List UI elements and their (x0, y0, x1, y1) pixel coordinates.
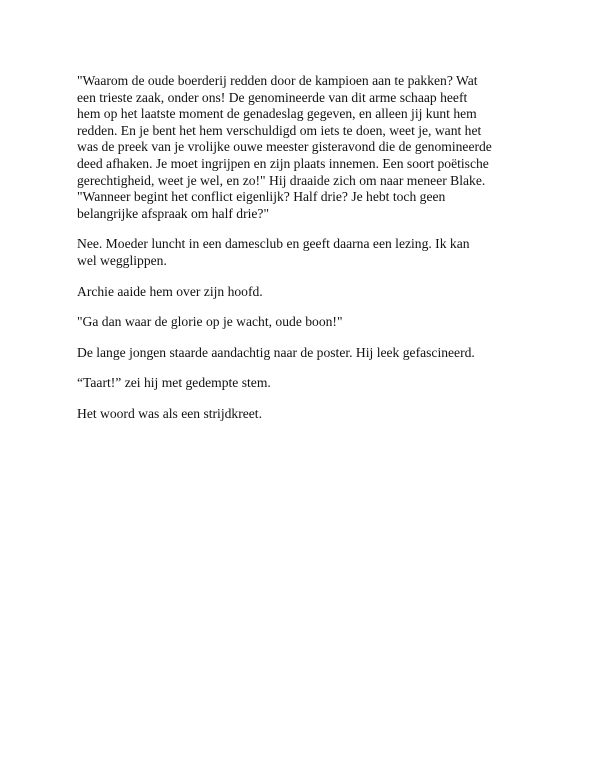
paragraph-3: Archie aaide hem over zijn hoofd. (77, 283, 263, 299)
paragraph-2: Nee. Moeder luncht in een damesclub en geeft daarna een lezing. Ik kan wel wegglippen. (77, 236, 470, 268)
paragraph-7: Het woord was als een strijdkreet. (77, 405, 262, 421)
body-text (77, 73, 532, 437)
paragraph-1: "Waarom de oude boerderij redden door de kampioen aan te pakken? Wat een trieste zaak, onder ons! De genomineerde van dit arme schaap heeft hem op het laatste moment de genadeslag gegeven, en alleen jij kunt hem redden. En je bent het hem verschuldigd om iets te doen, weet je, want het was de preek van je vrolijke ouwe meester gisteravond die de genomineerde deed afhaken. Je moet ingrijpen en zijn plaats innemen. Een soort poëtische gerechtigheid, weet je wel, en zo!" Hij draaide zich om naar meneer Blake. "Wanneer begint het conflict eigenlijk? Half drie? Je hebt toch geen belangrijke afspraak om half drie?" (77, 73, 492, 221)
paragraph-5: De lange jongen staarde aandachtig naar de poster. Hij leek gefascineerd. (77, 344, 475, 360)
paragraph-6: “Taart!” zei hij met gedempte stem. (77, 375, 271, 391)
paragraph-4: "Ga dan waar de glorie op je wacht, oude boon!" (77, 314, 343, 330)
